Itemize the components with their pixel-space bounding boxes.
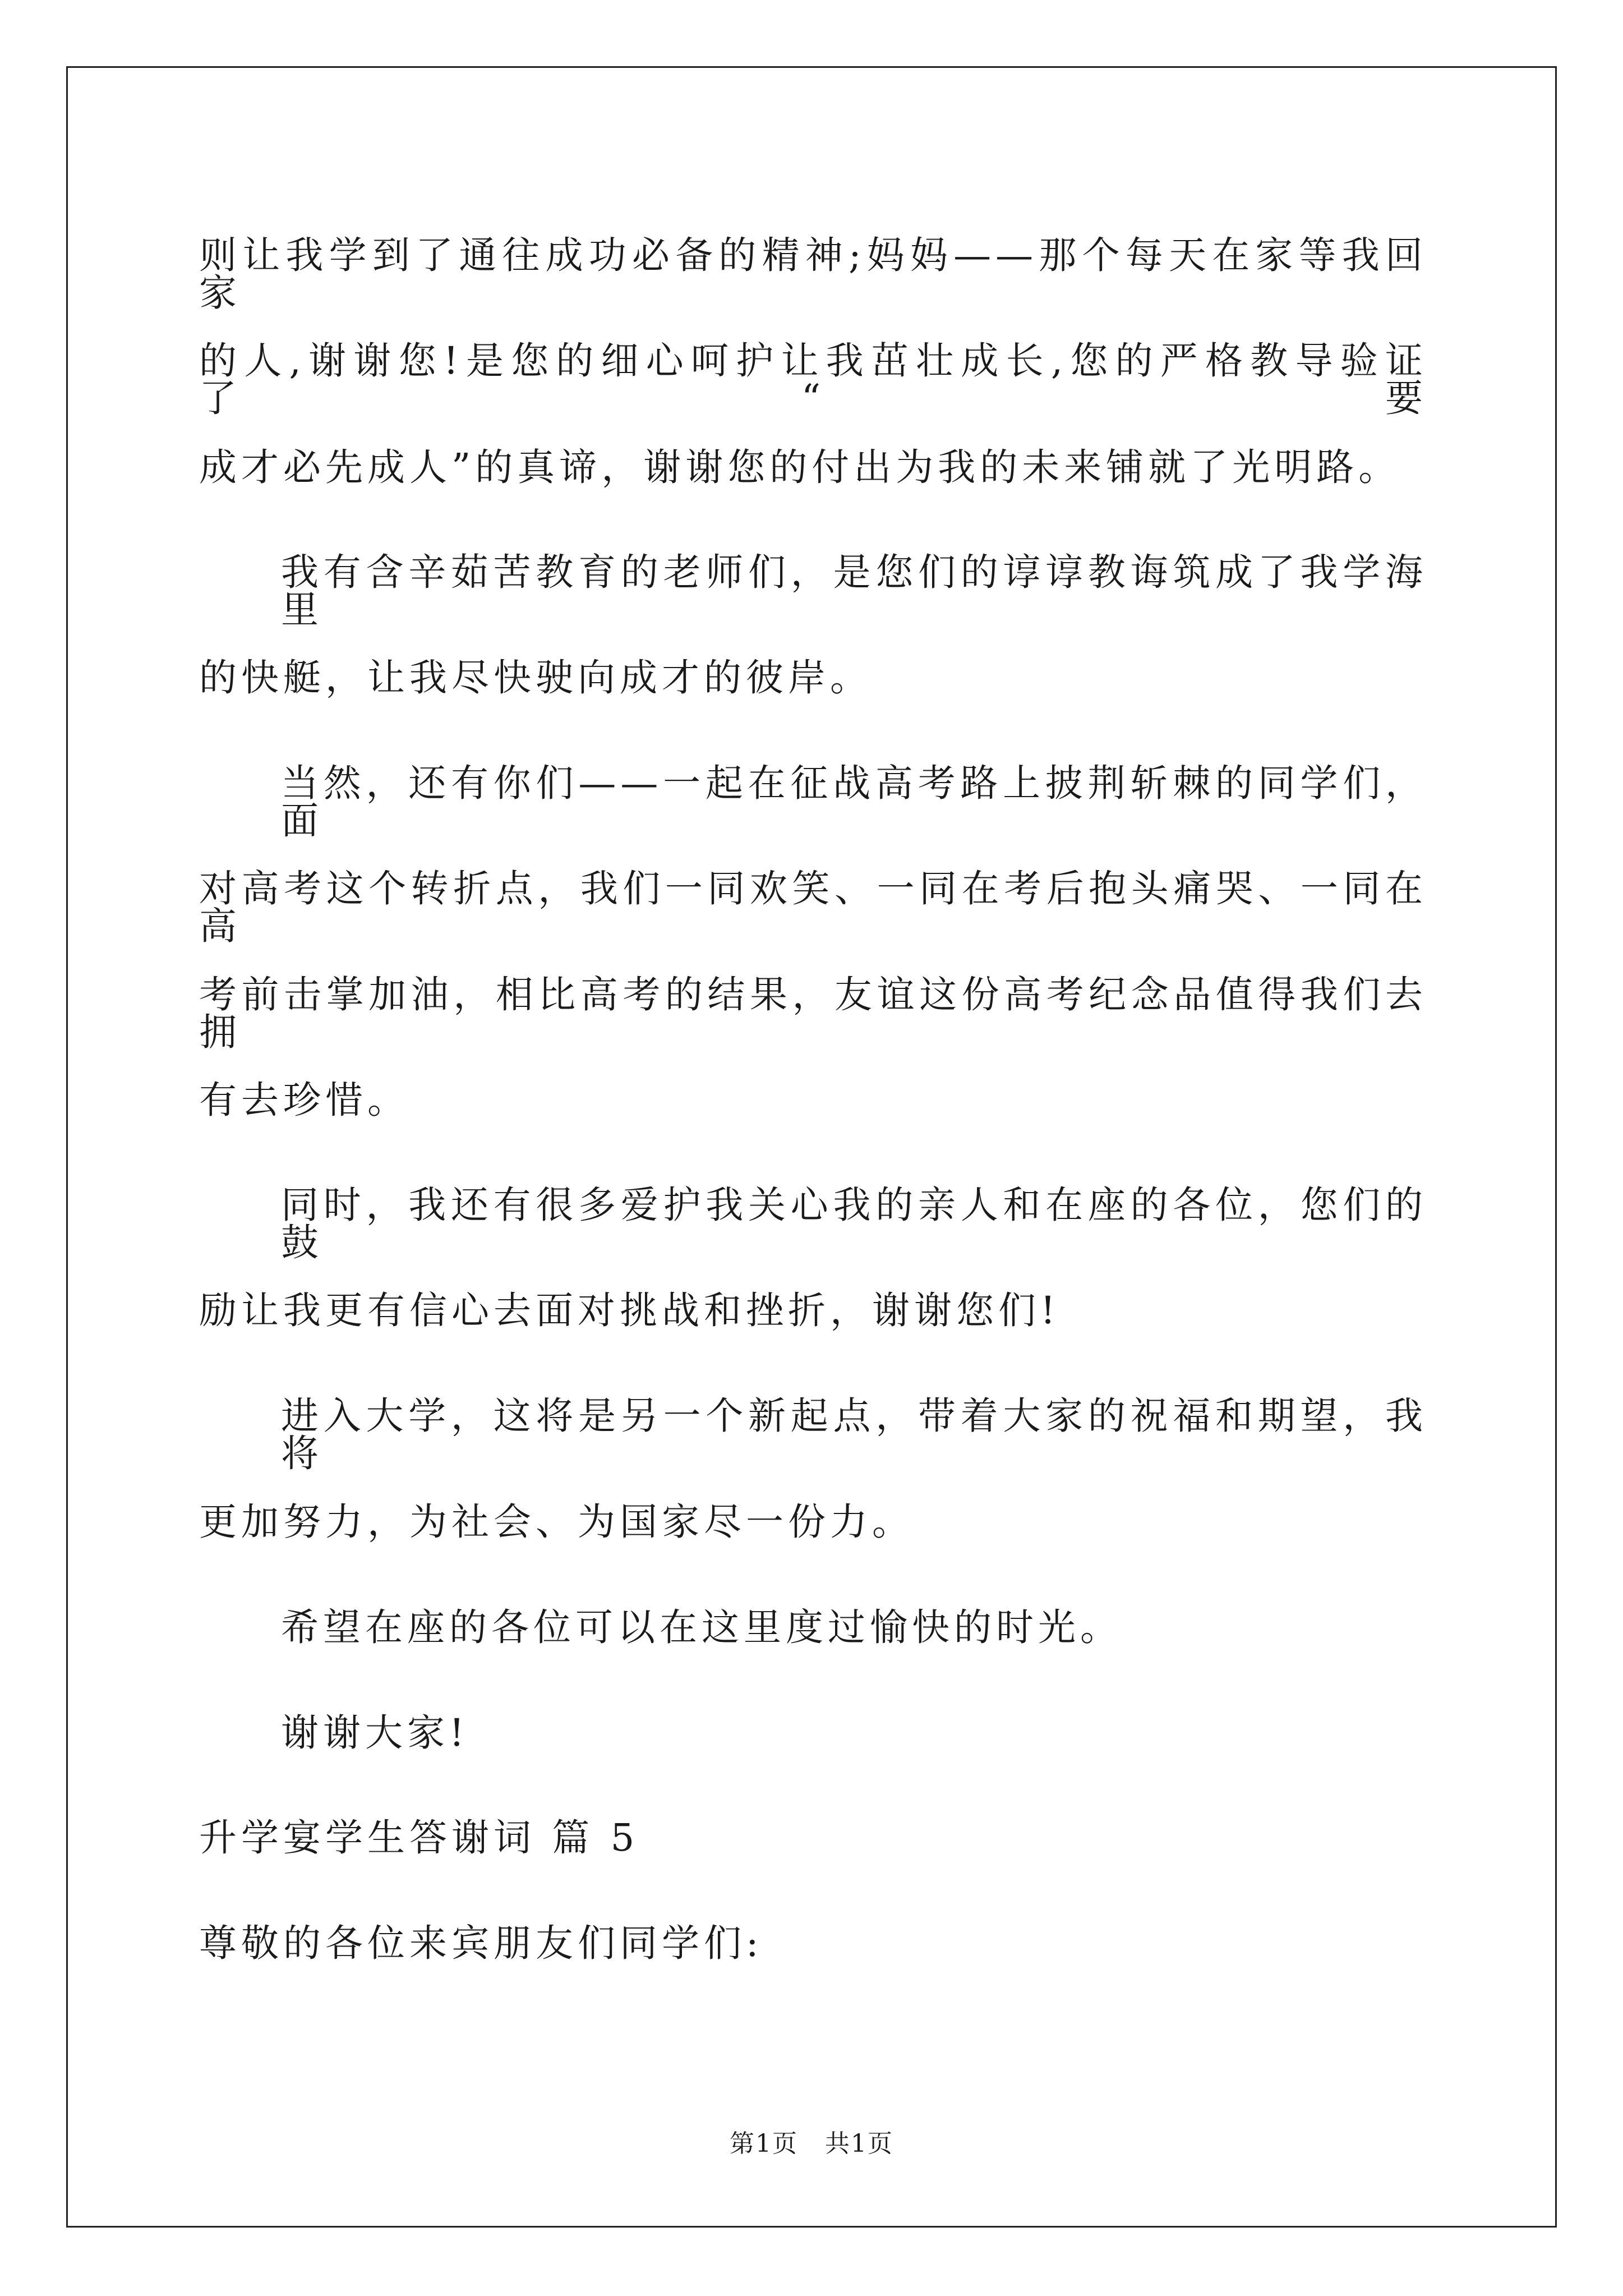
salutation: 尊敬的各位来宾朋友们同学们: (199, 1921, 763, 1965)
paragraph-start: 希望在座的各位可以在这里度过愉快的时光。 (281, 1605, 1122, 1649)
text-line: 考前击掌加油，相比高考的结果，友谊这份高考纪念品值得我们去拥 (199, 973, 1427, 1054)
text-line: 对高考这个转折点，我们一同欢笑、一同在考后抱头痛哭、一同在高 (199, 867, 1427, 948)
page-number: 第1页 共1页 (730, 2129, 893, 2158)
section-heading: 升学宴学生答谢词 篇 5 (199, 1816, 639, 1860)
text-line: 更加努力，为社会、为国家尽一份力。 (199, 1500, 914, 1544)
text-line: 励让我更有信心去面对挑战和挫折，谢谢您们! (199, 1289, 1060, 1332)
text-line: 成才必先成人”的真谛，谢谢您的付出为我的未来铺就了光明路。 (199, 445, 1401, 489)
paragraph-start: 进入大学，这将是另一个新起点，带着大家的祝福和期望，我将 (281, 1394, 1427, 1475)
text-line: 有去珍惜。 (199, 1078, 409, 1122)
text-line: 则让我学到了通往成功必备的精神;妈妈——那个每天在家等我回家 (199, 233, 1427, 315)
paragraph-start: 我有含辛茹苦教育的老师们，是您们的谆谆教诲筑成了我学海里 (281, 550, 1427, 632)
paragraph-start: 同时，我还有很多爱护我关心我的亲人和在座的各位，您们的鼓 (281, 1183, 1427, 1264)
paragraph-start: 当然，还有你们——一起在征战高考路上披荆斩棘的同学们，面 (281, 761, 1427, 843)
text-line: 的快艇，让我尽快驶向成才的彼岸。 (199, 656, 872, 700)
text-line: 的人,谢谢您!是您的细心呵护让我茁壮成长,您的严格教导验证了“要 (199, 339, 1427, 420)
closing-thanks: 谢谢大家! (281, 1711, 469, 1755)
